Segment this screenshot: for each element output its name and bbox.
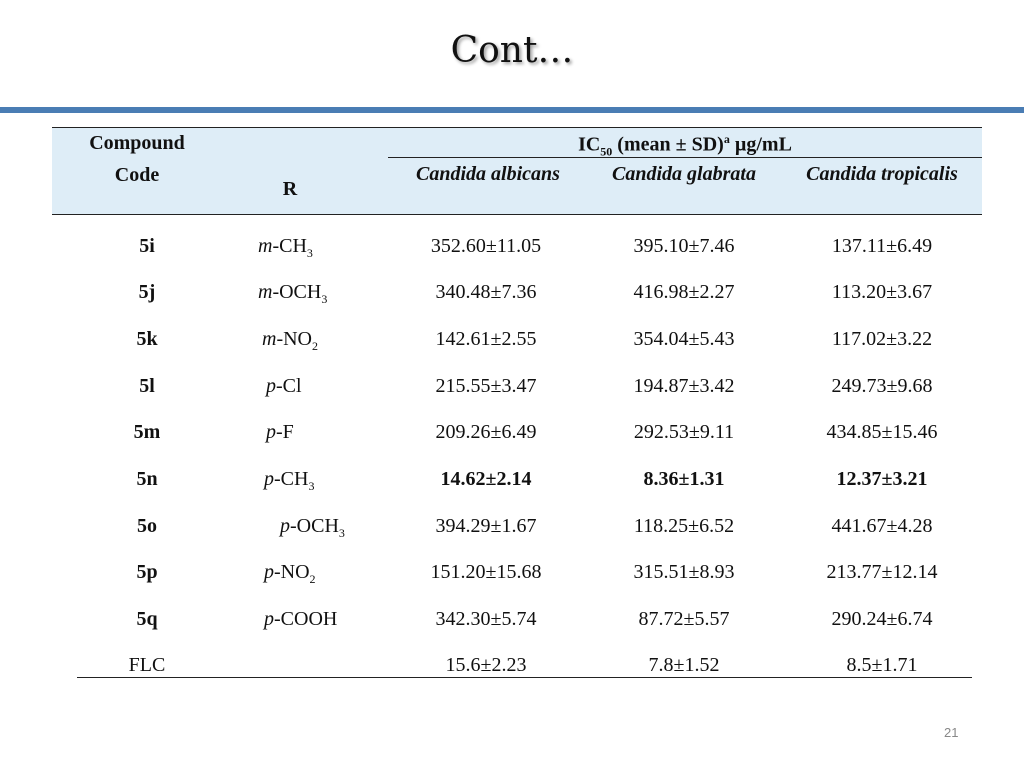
table-top-border [52, 127, 982, 128]
page-number: 21 [944, 725, 959, 740]
row-4-value-col-3: 434.85±15.46 [826, 421, 938, 443]
header-candida-tropicalis: Candida tropicalis [806, 163, 958, 185]
row-2-r-substituent: $m-NO_2$ [262, 328, 318, 353]
row-7-value-col-3: 213.77±12.14 [826, 561, 938, 583]
row-9-value-col-3: 8.5±1.71 [846, 654, 918, 676]
row-0-compound-code: 5i [139, 235, 155, 257]
row-1-value-col-3: 113.20±3.67 [831, 281, 933, 303]
row-6-value-col-2: 118.25±6.52 [633, 515, 735, 537]
row-9-value-col-1: 15.6±2.23 [445, 654, 527, 676]
row-0-value-col-1: 352.60±11.05 [430, 235, 542, 257]
header-r: R [282, 178, 298, 200]
row-7-compound-code: 5p [136, 561, 158, 583]
header-code: Code [114, 164, 160, 186]
row-0-value-col-2: 395.10±7.46 [633, 235, 735, 257]
title-divider [0, 107, 1024, 113]
row-5-value-col-1: 14.62±2.14 [440, 468, 532, 490]
row-8-value-col-2: 87.72±5.57 [638, 608, 730, 630]
row-6-compound-code: 5o [137, 515, 157, 537]
row-4-r-substituent: p-F [266, 421, 294, 443]
row-3-value-col-1: 215.55±3.47 [435, 375, 537, 397]
row-7-value-col-1: 151.20±15.68 [430, 561, 542, 583]
row-9-value-col-2: 7.8±1.52 [648, 654, 720, 676]
slide-title: Cont… [450, 30, 574, 71]
row-1-value-col-2: 416.98±2.27 [633, 281, 735, 303]
header-candida-albicans: Candida albicans [416, 163, 560, 185]
table-header-bottom-border [52, 214, 982, 215]
header-compound: Compound [89, 132, 185, 154]
row-3-value-col-2: 194.87±3.42 [633, 375, 735, 397]
row-0-value-col-3: 137.11±6.49 [831, 235, 933, 257]
row-2-value-col-3: 117.02±3.22 [831, 328, 933, 350]
row-3-value-col-3: 249.73±9.68 [831, 375, 933, 397]
row-5-r-substituent: $p-CH_3$ [264, 468, 315, 493]
row-4-compound-code: 5m [133, 421, 161, 443]
row-6-r-substituent: $p-OCH_3$ [280, 515, 345, 540]
row-5-value-col-3: 12.37±3.21 [836, 468, 928, 490]
row-1-value-col-1: 340.48±7.36 [435, 281, 537, 303]
row-0-r-substituent: $m-CH_3$ [258, 235, 313, 260]
row-8-r-substituent: p-COOH [264, 608, 338, 630]
row-4-value-col-1: 209.26±6.49 [435, 421, 537, 443]
header-ic50: $IC_{50}$ (mean ± SD)$^a$ µg/mL [578, 132, 792, 159]
row-8-value-col-3: 290.24±6.74 [831, 608, 933, 630]
row-5-value-col-2: 8.36±1.31 [643, 468, 725, 490]
row-7-value-col-2: 315.51±8.93 [633, 561, 735, 583]
row-7-r-substituent: $p-NO_2$ [264, 561, 316, 586]
row-3-compound-code: 5l [139, 375, 155, 397]
row-1-r-substituent: $m-OCH_3$ [258, 281, 328, 306]
header-candida-glabrata: Candida glabrata [612, 163, 756, 185]
row-5-compound-code: 5n [136, 468, 158, 490]
row-6-value-col-1: 394.29±1.67 [435, 515, 537, 537]
row-4-value-col-2: 292.53±9.11 [633, 421, 735, 443]
row-9-compound-code: FLC [128, 654, 166, 676]
row-2-value-col-1: 142.61±2.55 [435, 328, 537, 350]
row-2-value-col-2: 354.04±5.43 [633, 328, 735, 350]
row-8-compound-code: 5q [136, 608, 158, 630]
row-2-compound-code: 5k [136, 328, 158, 350]
row-1-compound-code: 5j [138, 281, 156, 303]
row-6-value-col-3: 441.67±4.28 [831, 515, 933, 537]
row-8-value-col-1: 342.30±5.74 [435, 608, 537, 630]
row-3-r-substituent: p-Cl [266, 375, 302, 397]
table-bottom-border [77, 677, 972, 678]
